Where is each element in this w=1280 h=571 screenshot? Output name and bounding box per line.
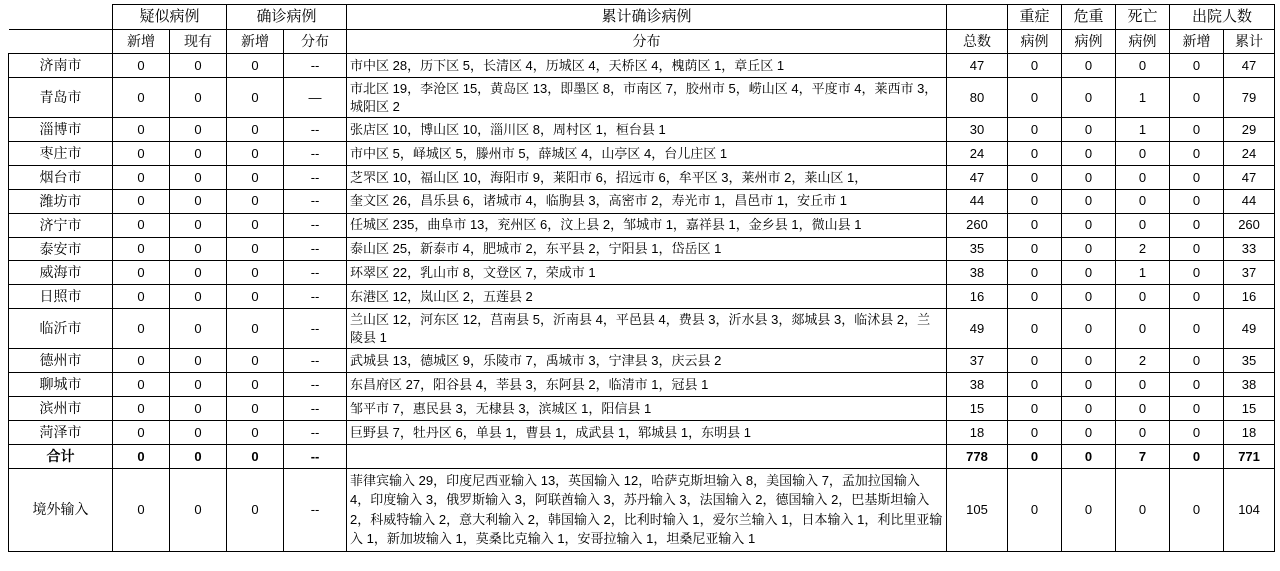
city-name-cell: 菏泽市 [9,421,113,445]
table-row [9,54,1275,78]
suspected-new-cell: 0 [113,118,170,142]
critical-cases-cell: 0 [1062,189,1116,213]
severe-cases-cell: 0 [1008,261,1062,285]
city-name-cell: 日照市 [9,285,113,309]
epidemic-statistics-table [8,4,1275,552]
discharged-cumulative-cell: 24 [1224,142,1275,166]
confirmed-new-cell: 0 [227,237,284,261]
suspected-new-cell: 0 [113,142,170,166]
table-row [9,237,1275,261]
severe-cases-cell: 0 [1008,237,1062,261]
header-group-cumulative-total-spacer [947,5,1008,30]
suspected-new-cell: 0 [113,444,170,468]
critical-cases-cell: 0 [1062,349,1116,373]
severe-cases-cell: 0 [1008,118,1062,142]
death-cases-cell: 0 [1116,54,1170,78]
discharged-new-cell: 0 [1170,78,1224,118]
epidemic-statistics-table-sheet [0,4,1280,571]
confirmed-distribution-cell: -- [284,373,347,397]
cumulative-distribution-cell [347,444,947,468]
suspected-current-cell: 0 [170,468,227,551]
cumulative-total-cell: 80 [947,78,1008,118]
suspected-current-cell: 0 [170,397,227,421]
header-sub-death-cases: 病例 [1116,30,1170,54]
death-cases-cell: 0 [1116,189,1170,213]
cumulative-total-cell: 38 [947,373,1008,397]
discharged-cumulative-cell: 29 [1224,118,1275,142]
confirmed-distribution-cell: -- [284,165,347,189]
city-name-cell: 泰安市 [9,237,113,261]
header-sub-row [9,30,1275,54]
discharged-new-cell: 0 [1170,165,1224,189]
critical-cases-cell: 0 [1062,54,1116,78]
discharged-new-cell: 0 [1170,237,1224,261]
table-row [9,142,1275,166]
critical-cases-cell: 0 [1062,142,1116,166]
critical-cases-cell: 0 [1062,118,1116,142]
discharged-cumulative-cell: 15 [1224,397,1275,421]
discharged-cumulative-cell: 37 [1224,261,1275,285]
discharged-new-cell: 0 [1170,349,1224,373]
confirmed-distribution-cell: -- [284,309,347,349]
city-name-cell: 合计 [9,444,113,468]
table-row [9,285,1275,309]
confirmed-new-cell: 0 [227,349,284,373]
severe-cases-cell: 0 [1008,309,1062,349]
suspected-new-cell: 0 [113,189,170,213]
city-name-cell: 滨州市 [9,397,113,421]
city-name-cell: 淄博市 [9,118,113,142]
header-sub-critical-cases: 病例 [1062,30,1116,54]
suspected-new-cell: 0 [113,468,170,551]
suspected-current-cell: 0 [170,444,227,468]
header-sub-confirmed-new: 新增 [227,30,284,54]
table-row [9,189,1275,213]
suspected-new-cell: 0 [113,397,170,421]
severe-cases-cell: 0 [1008,421,1062,445]
suspected-new-cell: 0 [113,54,170,78]
critical-cases-cell: 0 [1062,421,1116,445]
suspected-current-cell: 0 [170,421,227,445]
death-cases-cell: 0 [1116,373,1170,397]
discharged-new-cell: 0 [1170,189,1224,213]
table-row [9,349,1275,373]
suspected-new-cell: 0 [113,213,170,237]
cumulative-distribution-cell: 巨野县 7，牡丹区 6，单县 1，曹县 1，成武县 1，郓城县 1，东明县 1 [347,421,947,445]
death-cases-cell: 0 [1116,309,1170,349]
cumulative-total-cell: 47 [947,165,1008,189]
city-name-cell: 烟台市 [9,165,113,189]
discharged-new-cell: 0 [1170,261,1224,285]
confirmed-distribution-cell: -- [284,285,347,309]
suspected-current-cell: 0 [170,189,227,213]
discharged-cumulative-cell: 47 [1224,165,1275,189]
header-group-row [9,5,1275,30]
cumulative-total-cell: 49 [947,309,1008,349]
header-sub-suspected-current: 现有 [170,30,227,54]
death-cases-cell: 0 [1116,397,1170,421]
cumulative-distribution-cell: 环翠区 22，乳山市 8，文登区 7，荣成市 1 [347,261,947,285]
suspected-current-cell: 0 [170,142,227,166]
suspected-new-cell: 0 [113,373,170,397]
critical-cases-cell: 0 [1062,237,1116,261]
death-cases-cell: 1 [1116,118,1170,142]
critical-cases-cell: 0 [1062,309,1116,349]
discharged-cumulative-cell: 49 [1224,309,1275,349]
header-sub-discharged-cumulative: 累计 [1224,30,1275,54]
confirmed-new-cell: 0 [227,142,284,166]
city-name-cell: 威海市 [9,261,113,285]
cumulative-total-cell: 260 [947,213,1008,237]
confirmed-distribution-cell: -- [284,421,347,445]
confirmed-new-cell: 0 [227,54,284,78]
discharged-cumulative-cell: 104 [1224,468,1275,551]
city-name-cell: 潍坊市 [9,189,113,213]
suspected-new-cell: 0 [113,237,170,261]
imported_row [9,468,1275,551]
critical-cases-cell: 0 [1062,261,1116,285]
confirmed-distribution-cell: — [284,78,347,118]
confirmed-distribution-cell: -- [284,468,347,551]
discharged-new-cell: 0 [1170,397,1224,421]
header-group-critical: 危重 [1062,5,1116,30]
cumulative-distribution-cell: 东港区 12，岚山区 2，五莲县 2 [347,285,947,309]
cumulative-total-cell: 778 [947,444,1008,468]
confirmed-new-cell: 0 [227,118,284,142]
table-row [9,397,1275,421]
suspected-new-cell: 0 [113,349,170,373]
suspected-new-cell: 0 [113,78,170,118]
confirmed-distribution-cell: -- [284,189,347,213]
confirmed-new-cell: 0 [227,397,284,421]
death-cases-cell: 0 [1116,213,1170,237]
discharged-new-cell: 0 [1170,213,1224,237]
header-group-death: 死亡 [1116,5,1170,30]
city-name-cell: 济南市 [9,54,113,78]
severe-cases-cell: 0 [1008,285,1062,309]
discharged-cumulative-cell: 18 [1224,421,1275,445]
header-sub-cumulative-distribution: 分布 [347,30,947,54]
critical-cases-cell: 0 [1062,285,1116,309]
city-name-cell: 德州市 [9,349,113,373]
confirmed-distribution-cell: -- [284,118,347,142]
suspected-current-cell: 0 [170,285,227,309]
cumulative-distribution-cell: 张店区 10，博山区 10，淄川区 8，周村区 1，桓台县 1 [347,118,947,142]
discharged-cumulative-cell: 38 [1224,373,1275,397]
suspected-new-cell: 0 [113,309,170,349]
critical-cases-cell: 0 [1062,397,1116,421]
table-row [9,213,1275,237]
critical-cases-cell: 0 [1062,444,1116,468]
severe-cases-cell: 0 [1008,349,1062,373]
discharged-new-cell: 0 [1170,421,1224,445]
city-name-cell: 境外输入 [9,468,113,551]
suspected-current-cell: 0 [170,165,227,189]
discharged-cumulative-cell: 260 [1224,213,1275,237]
severe-cases-cell: 0 [1008,397,1062,421]
city-name-cell: 枣庄市 [9,142,113,166]
discharged-cumulative-cell: 44 [1224,189,1275,213]
discharged-new-cell: 0 [1170,54,1224,78]
death-cases-cell: 0 [1116,142,1170,166]
cumulative-distribution-cell: 任城区 235，曲阜市 13，兖州区 6，汶上县 2，邹城市 1，嘉祥县 1，金乡县 1，微山县 1 [347,213,947,237]
city-name-cell: 聊城市 [9,373,113,397]
discharged-new-cell: 0 [1170,373,1224,397]
confirmed-new-cell: 0 [227,78,284,118]
critical-cases-cell: 0 [1062,468,1116,551]
suspected-new-cell: 0 [113,285,170,309]
cumulative-total-cell: 105 [947,468,1008,551]
confirmed-new-cell: 0 [227,213,284,237]
cumulative-distribution-cell: 市中区 28，历下区 5，长清区 4，历城区 4，天桥区 4，槐荫区 1，章丘区 1 [347,54,947,78]
cumulative-total-cell: 47 [947,54,1008,78]
suspected-new-cell: 0 [113,261,170,285]
cumulative-distribution-cell: 芝罘区 10，福山区 10，海阳市 9，莱阳市 6，招远市 6，牟平区 3，莱州市 2，莱山区 1， [347,165,947,189]
header-group-confirmed: 确诊病例 [227,5,347,30]
header-group-cumulative-confirmed: 累计确诊病例 [347,5,947,30]
header-sub-discharged-new: 新增 [1170,30,1224,54]
confirmed-new-cell: 0 [227,421,284,445]
city-name-cell: 济宁市 [9,213,113,237]
confirmed-distribution-cell: -- [284,142,347,166]
cumulative-total-cell: 24 [947,142,1008,166]
severe-cases-cell: 0 [1008,78,1062,118]
confirmed-new-cell: 0 [227,261,284,285]
cumulative-total-cell: 38 [947,261,1008,285]
suspected-current-cell: 0 [170,78,227,118]
discharged-cumulative-cell: 47 [1224,54,1275,78]
critical-cases-cell: 0 [1062,213,1116,237]
severe-cases-cell: 0 [1008,373,1062,397]
header-corner-cell [9,5,113,30]
severe-cases-cell: 0 [1008,54,1062,78]
discharged-new-cell: 0 [1170,468,1224,551]
confirmed-distribution-cell: -- [284,54,347,78]
cumulative-distribution-cell: 奎文区 26，昌乐县 6，诸城市 4，临朐县 3，高密市 2，寿光市 1，昌邑市 1，安丘市 1 [347,189,947,213]
suspected-current-cell: 0 [170,261,227,285]
critical-cases-cell: 0 [1062,373,1116,397]
header-group-discharged: 出院人数 [1170,5,1275,30]
table-row [9,421,1275,445]
table-row [9,165,1275,189]
table-row [9,78,1275,118]
cumulative-distribution-cell: 兰山区 12，河东区 12，莒南县 5，沂南县 4，平邑县 4，费县 3，沂水县 3，郯城县 3，临沭县 2，兰陵县 1 [347,309,947,349]
discharged-new-cell: 0 [1170,309,1224,349]
cumulative-total-cell: 16 [947,285,1008,309]
suspected-current-cell: 0 [170,373,227,397]
confirmed-distribution-cell: -- [284,397,347,421]
cumulative-total-cell: 35 [947,237,1008,261]
critical-cases-cell: 0 [1062,78,1116,118]
cumulative-distribution-cell: 市中区 5，峄城区 5，滕州市 5，薛城区 4，山亭区 4，台儿庄区 1 [347,142,947,166]
death-cases-cell: 2 [1116,349,1170,373]
confirmed-distribution-cell: -- [284,444,347,468]
table-row [9,261,1275,285]
confirmed-new-cell: 0 [227,373,284,397]
confirmed-distribution-cell: -- [284,349,347,373]
suspected-current-cell: 0 [170,237,227,261]
death-cases-cell: 1 [1116,261,1170,285]
cumulative-total-cell: 44 [947,189,1008,213]
city-name-cell: 青岛市 [9,78,113,118]
death-cases-cell: 0 [1116,285,1170,309]
suspected-current-cell: 0 [170,118,227,142]
confirmed-distribution-cell: -- [284,261,347,285]
cumulative-total-cell: 37 [947,349,1008,373]
death-cases-cell: 1 [1116,78,1170,118]
suspected-current-cell: 0 [170,309,227,349]
critical-cases-cell: 0 [1062,165,1116,189]
death-cases-cell: 0 [1116,468,1170,551]
cumulative-distribution-cell: 菲律宾输入 29，印度尼西亚输入 13，英国输入 12，哈萨克斯坦输入 8，美国输入 7，孟加拉国输入 4，印度输入 3，俄罗斯输入 3，阿联酋输入 3，苏丹输入 3，法国输入 2，德国输入 2，巴基斯坦输入 2，科威特输入 2，意大利输入 2，韩国输入 2，比利时输入 1，爱尔兰输入 1，日本输入 1，利比里亚输入 1，新加坡输入 1，莫桑比克输入 1，安哥拉输入 1，坦桑尼亚输入 1 [347,468,947,551]
cumulative-distribution-cell: 邹平市 7，惠民县 3，无棣县 3，滨城区 1，阳信县 1 [347,397,947,421]
header-sub-suspected-new: 新增 [113,30,170,54]
total_row [9,444,1275,468]
suspected-current-cell: 0 [170,54,227,78]
severe-cases-cell: 0 [1008,142,1062,166]
cumulative-total-cell: 30 [947,118,1008,142]
confirmed-new-cell: 0 [227,285,284,309]
header-sub-confirmed-distribution: 分布 [284,30,347,54]
suspected-new-cell: 0 [113,165,170,189]
death-cases-cell: 7 [1116,444,1170,468]
confirmed-new-cell: 0 [227,165,284,189]
city-name-cell: 临沂市 [9,309,113,349]
suspected-new-cell: 0 [113,421,170,445]
cumulative-distribution-cell: 东昌府区 27，阳谷县 4，莘县 3，东阿县 2，临清市 1，冠县 1 [347,373,947,397]
discharged-cumulative-cell: 16 [1224,285,1275,309]
severe-cases-cell: 0 [1008,213,1062,237]
confirmed-distribution-cell: -- [284,213,347,237]
confirmed-new-cell: 0 [227,309,284,349]
cumulative-distribution-cell: 市北区 19，李沧区 15，黄岛区 13，即墨区 8，市南区 7，胶州市 5，崂山区 4，平度市 4，莱西市 3，城阳区 2 [347,78,947,118]
severe-cases-cell: 0 [1008,444,1062,468]
death-cases-cell: 0 [1116,165,1170,189]
death-cases-cell: 2 [1116,237,1170,261]
suspected-current-cell: 0 [170,213,227,237]
header-group-severe: 重症 [1008,5,1062,30]
discharged-cumulative-cell: 35 [1224,349,1275,373]
table-row [9,118,1275,142]
cumulative-distribution-cell: 武城县 13，德城区 9，乐陵市 7，禹城市 3，宁津县 3，庆云县 2 [347,349,947,373]
header-sub-severe-cases: 病例 [1008,30,1062,54]
death-cases-cell: 0 [1116,421,1170,445]
discharged-cumulative-cell: 771 [1224,444,1275,468]
cumulative-distribution-cell: 泰山区 25，新泰市 4，肥城市 2，东平县 2，宁阳县 1，岱岳区 1 [347,237,947,261]
cumulative-total-cell: 18 [947,421,1008,445]
confirmed-new-cell: 0 [227,189,284,213]
table-row [9,373,1275,397]
cumulative-total-cell: 15 [947,397,1008,421]
header-sub-cumulative-total: 总数 [947,30,1008,54]
header-sub-corner-cell [9,30,113,54]
confirmed-new-cell: 0 [227,444,284,468]
severe-cases-cell: 0 [1008,468,1062,551]
discharged-new-cell: 0 [1170,118,1224,142]
severe-cases-cell: 0 [1008,189,1062,213]
severe-cases-cell: 0 [1008,165,1062,189]
confirmed-new-cell: 0 [227,468,284,551]
discharged-cumulative-cell: 33 [1224,237,1275,261]
header-group-suspected: 疑似病例 [113,5,227,30]
discharged-new-cell: 0 [1170,285,1224,309]
confirmed-distribution-cell: -- [284,237,347,261]
discharged-new-cell: 0 [1170,444,1224,468]
suspected-current-cell: 0 [170,349,227,373]
table-row [9,309,1275,349]
discharged-cumulative-cell: 79 [1224,78,1275,118]
discharged-new-cell: 0 [1170,142,1224,166]
